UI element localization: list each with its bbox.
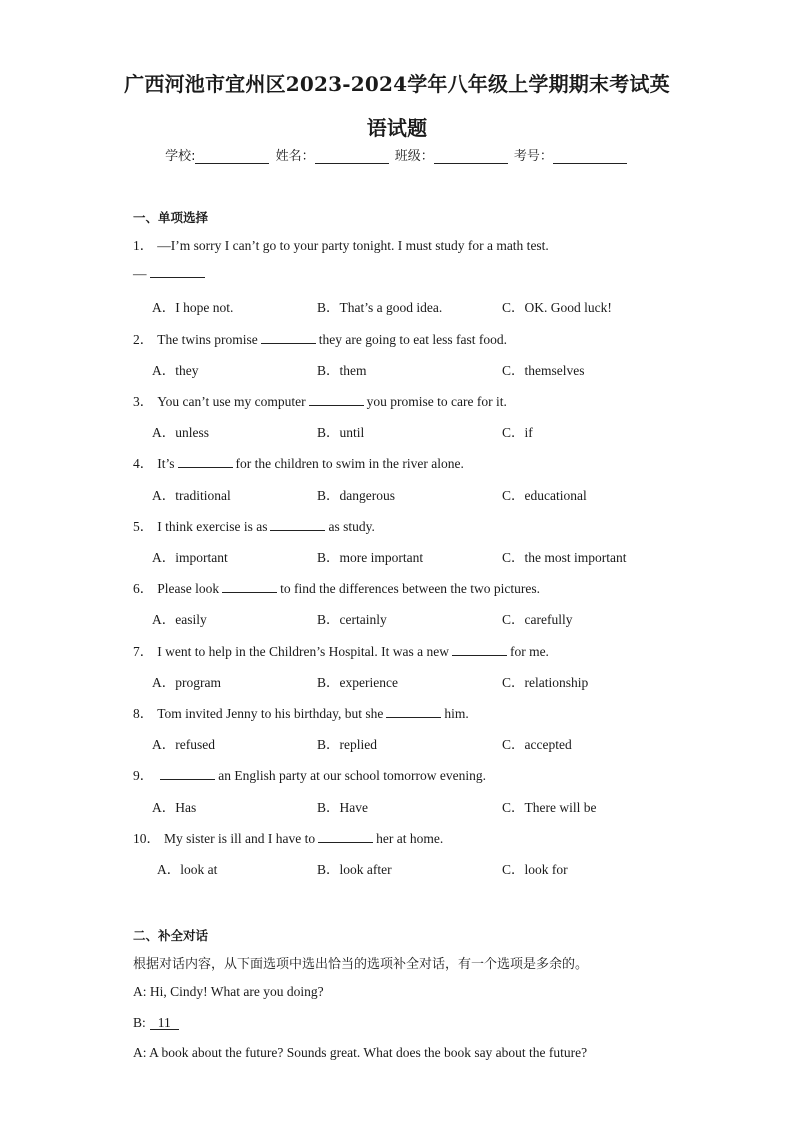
class-blank[interactable] [434,149,508,164]
question-9: 9． an English party at our school tomorrow evening. [133,768,486,783]
answer-blank[interactable] [318,830,373,843]
dialogue-blank-11[interactable]: 11 [150,1016,179,1030]
answer-blank[interactable] [150,265,205,278]
answer-blank[interactable] [261,331,316,344]
question-4: 4． It’s for the children to swim in the river alone. [133,456,464,471]
q3-option-c[interactable]: C．if [502,425,533,440]
question-7: 7． I went to help in the Children’s Hospital. It was a new for me. [133,644,549,659]
q9-option-b[interactable]: B．Have [317,800,368,815]
q9-option-a[interactable]: A．Has [152,800,197,815]
class-label: 班级： [394,149,434,164]
exam-title-line-1: 广西河池市宜州区2023-2024学年八年级上学期期末考试英 [124,72,670,96]
q6-option-a[interactable]: A．easily [152,612,207,627]
q1-option-c[interactable]: C．OK. Good luck! [502,300,612,315]
q10-option-a[interactable]: A．look at [157,862,218,877]
q7-option-b[interactable]: B．experience [317,675,398,690]
answer-blank[interactable] [452,643,507,656]
q10-option-c[interactable]: C．look for [502,862,568,877]
q6-option-b[interactable]: B．certainly [317,612,387,627]
student-info-row [0,145,794,164]
q8-option-b[interactable]: B．replied [317,737,377,752]
q3-option-a[interactable]: A．unless [152,425,209,440]
question-6: 6． Please look to find the differences between the two pictures. [133,581,541,596]
question-3: 3． You can’t use my computer you promise to care for it. [133,394,507,409]
section-1-heading: 一、单项选择 [133,210,209,225]
question-8: 8． Tom invited Jenny to his birthday, but she him. [133,706,469,721]
question-1-answer-line: — [133,265,208,282]
question-10: 10． My sister is ill and I have to her at home. [133,831,444,846]
q2-option-a[interactable]: A．they [152,363,199,378]
answer-blank[interactable] [309,393,364,406]
number-label: 考号： [513,149,553,164]
q6-option-c[interactable]: C．carefully [502,612,573,627]
q10-option-b[interactable]: B．look after [317,862,392,877]
q3-option-b[interactable]: B．until [317,425,365,440]
dialogue-line-2: B: 11 [133,1015,179,1031]
q7-option-c[interactable]: C．relationship [502,675,589,690]
answer-blank[interactable] [386,705,441,718]
exam-title-line-2: 语试题 [366,116,428,140]
q5-option-a[interactable]: A．important [152,550,228,565]
q5-option-c[interactable]: C．the most important [502,550,627,565]
number-blank[interactable] [553,149,627,164]
answer-blank[interactable] [160,767,215,780]
school-blank[interactable] [195,149,269,164]
q7-option-a[interactable]: A．program [152,675,221,690]
q2-option-c[interactable]: C．themselves [502,363,585,378]
answer-blank[interactable] [222,580,277,593]
question-5: 5． I think exercise is as as study. [133,519,375,534]
q1-option-a[interactable]: A．I hope not. [152,300,234,315]
name-label: 姓名： [275,149,315,164]
q8-option-c[interactable]: C．accepted [502,737,572,752]
question-2: 2． The twins promise they are going to eat less fast food. [133,332,507,347]
q2-option-b[interactable]: B．them [317,363,367,378]
section-2-heading: 二、补全对话 [133,928,209,943]
name-blank[interactable] [315,149,389,164]
q5-option-b[interactable]: B．more important [317,550,424,565]
school-label: 学校: [165,149,196,164]
q4-option-a[interactable]: A．traditional [152,488,231,503]
section-2-instruction: 根据对话内容，从下面选项中选出恰当的选项补全对话，有一个选项是多余的。 [133,957,589,972]
question-1: 1． —I’m sorry I can’t go to your party tonight. I must study for a math test. [133,238,549,253]
answer-blank[interactable] [178,455,233,468]
q4-option-b[interactable]: B．dangerous [317,488,395,503]
q9-option-c[interactable]: C．There will be [502,800,597,815]
dialogue-line-1: A: Hi, Cindy! What are you doing? [133,984,324,999]
q1-option-b[interactable]: B．That’s a good idea. [317,300,443,315]
answer-blank[interactable] [270,518,325,531]
dialogue-line-3: A: A book about the future? Sounds great. What does the book say about the future? [133,1045,588,1060]
q4-option-c[interactable]: C．educational [502,488,587,503]
q8-option-a[interactable]: A．refused [152,737,215,752]
